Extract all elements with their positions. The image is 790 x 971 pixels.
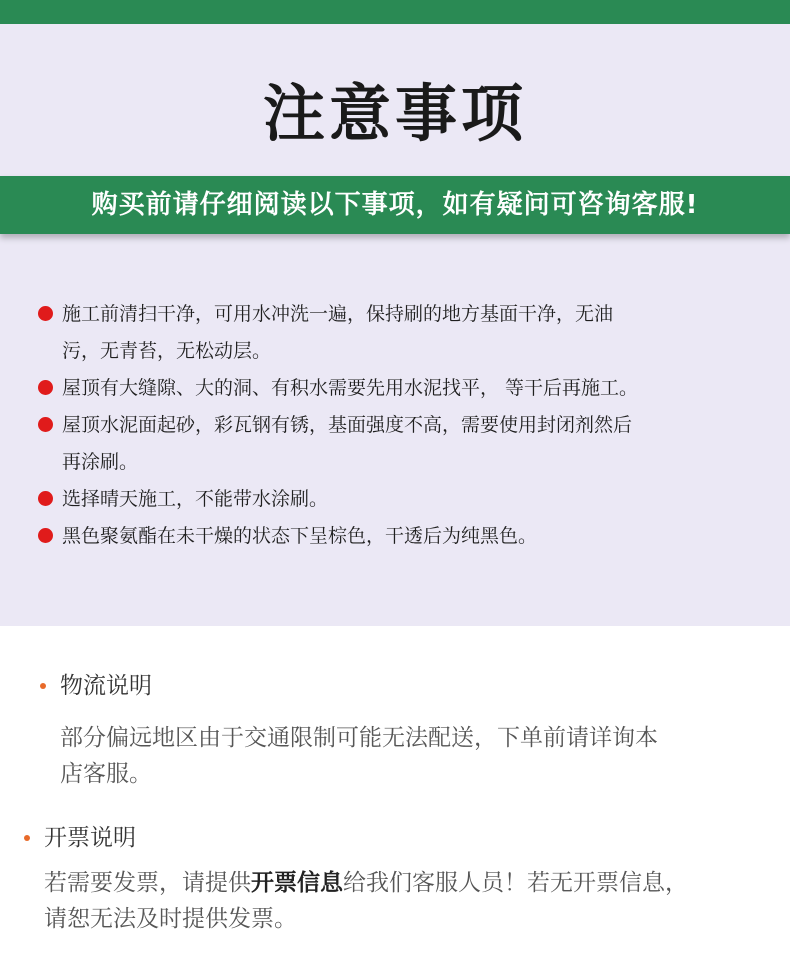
rule-item [36, 518, 756, 555]
rule-text-continued: 污，无青苔，无松动层。 [62, 340, 272, 362]
orange-bullet-icon [24, 835, 30, 841]
invoice-body [44, 865, 764, 937]
invoice-text: 给我们客服人员！若无开票信息， [343, 870, 688, 896]
rule-item [36, 481, 756, 518]
invoice-line: 请恕无法及时提供发票。 [44, 906, 297, 932]
rule-item [36, 370, 756, 407]
rule-text-continued: 再涂刷。 [62, 451, 139, 473]
rule-text: 黑色聚氨酯在未干燥的状态下呈棕色，干透后为纯黑色。 [62, 525, 538, 547]
logistics-line: 部分偏远地区由于交通限制可能无法配送，下单前请详询本 [60, 725, 658, 751]
invoice-heading-text: 开票说明 [44, 825, 136, 851]
logistics-heading [60, 671, 152, 701]
rule-item [36, 407, 756, 481]
orange-bullet-icon [40, 683, 46, 689]
invoice-emphasis: 开票信息 [251, 870, 343, 896]
red-dot-icon [38, 306, 53, 321]
logistics-heading-text: 物流说明 [60, 673, 152, 699]
logistics-line: 店客服。 [60, 761, 152, 787]
red-dot-icon [38, 528, 53, 543]
invoice-heading [44, 823, 136, 853]
rules-list [36, 296, 756, 555]
red-dot-icon [38, 380, 53, 395]
top-accent-strip [0, 0, 790, 24]
rule-item [36, 296, 756, 370]
red-dot-icon [38, 417, 53, 432]
logistics-body [60, 720, 760, 792]
notice-banner: 购买前请仔细阅读以下事项，如有疑问可咨询客服! [0, 176, 790, 234]
notice-title: 注意事项 [262, 77, 527, 150]
rule-text: 屋顶水泥面起砂，彩瓦钢有锈，基面强度不高，需要使用封闭剂然后 [62, 414, 633, 436]
invoice-line [44, 865, 764, 901]
red-dot-icon [38, 491, 53, 506]
rule-text: 施工前清扫干净，可用水冲洗一遍，保持刷的地方基面干净，无油 [62, 303, 614, 325]
rule-text: 选择晴天施工，不能带水涂刷。 [62, 488, 329, 510]
rule-text: 屋顶有大缝隙、大的洞、有积水需要先用水泥找平， 等干后再施工。 [62, 377, 639, 399]
invoice-text: 若需要发票，请提供 [44, 870, 251, 896]
